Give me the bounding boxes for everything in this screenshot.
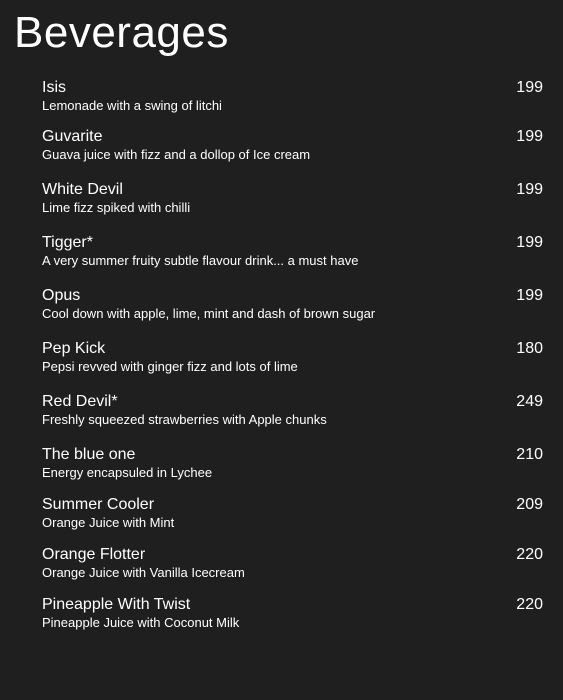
item-name: Opus bbox=[42, 287, 81, 304]
item-description: Lemonade with a swing of litchi bbox=[42, 98, 222, 113]
item-description: Pepsi revved with ginger fizz and lots of lime bbox=[42, 359, 298, 374]
item-description: Orange Juice with Vanilla Icecream bbox=[42, 565, 245, 580]
item-price: 220 bbox=[516, 596, 543, 613]
menu-item bbox=[42, 545, 543, 589]
item-price: 209 bbox=[516, 496, 543, 513]
item-price: 220 bbox=[516, 546, 543, 563]
item-description: A very summer fruity subtle flavour drink... a must have bbox=[42, 253, 359, 268]
item-price: 199 bbox=[516, 79, 543, 96]
menu-title: Beverages bbox=[14, 8, 229, 57]
menu-item bbox=[42, 339, 543, 383]
item-price: 199 bbox=[516, 287, 543, 304]
menu-item bbox=[42, 595, 543, 639]
item-description: Pineapple Juice with Coconut Milk bbox=[42, 615, 240, 630]
item-name: Tigger* bbox=[42, 234, 93, 251]
item-description: Guava juice with fizz and a dollop of Ice cream bbox=[42, 147, 311, 162]
item-name: Pineapple With Twist bbox=[42, 596, 191, 613]
item-description: Lime fizz spiked with chilli bbox=[42, 200, 191, 215]
item-description: Orange Juice with Mint bbox=[42, 515, 175, 530]
item-name: Summer Cooler bbox=[42, 496, 155, 513]
menu-item bbox=[42, 392, 543, 436]
item-price: 199 bbox=[516, 234, 543, 251]
item-price: 249 bbox=[516, 393, 543, 410]
item-name: Guvarite bbox=[42, 128, 103, 145]
item-name: The blue one bbox=[42, 446, 136, 463]
item-price: 180 bbox=[516, 340, 543, 357]
item-name: Orange Flotter bbox=[42, 546, 146, 563]
item-name: Red Devil* bbox=[42, 393, 118, 410]
menu-item bbox=[42, 233, 543, 277]
item-description: Freshly squeezed strawberries with Apple chunks bbox=[42, 412, 327, 427]
menu-item bbox=[42, 445, 543, 489]
menu-item bbox=[42, 286, 543, 330]
item-price: 199 bbox=[516, 128, 543, 145]
item-name: Pep Kick bbox=[42, 340, 106, 357]
item-description: Energy encapsuled in Lychee bbox=[42, 465, 213, 480]
menu-item bbox=[42, 180, 543, 224]
item-name: White Devil bbox=[42, 181, 123, 198]
menu-item bbox=[42, 127, 543, 171]
item-description: Cool down with apple, lime, mint and dash of brown sugar bbox=[42, 306, 376, 321]
menu-item bbox=[42, 495, 543, 539]
item-price: 199 bbox=[516, 181, 543, 198]
item-name: Isis bbox=[42, 79, 66, 96]
item-price: 210 bbox=[516, 446, 543, 463]
menu-item bbox=[42, 78, 543, 122]
